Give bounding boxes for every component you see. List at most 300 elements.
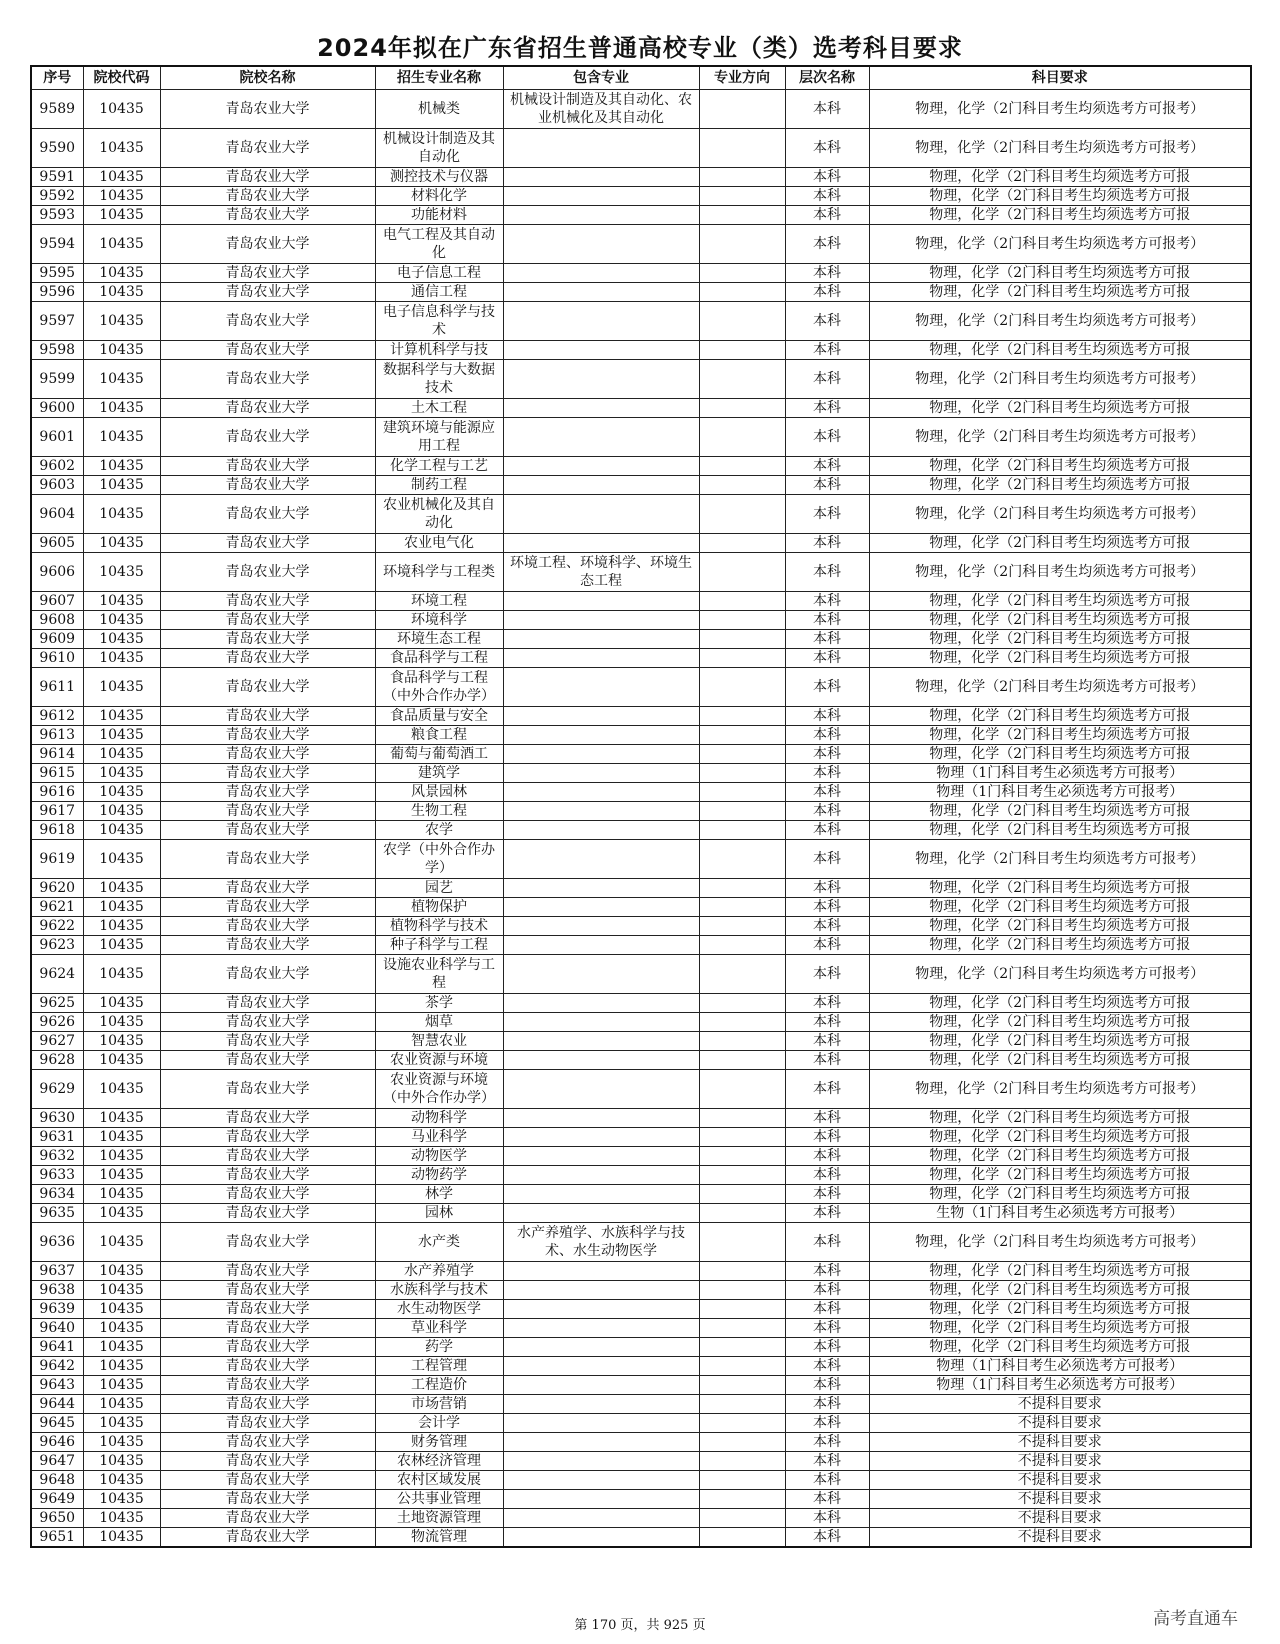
cell-includes	[503, 1013, 699, 1032]
table-row	[31, 1452, 1251, 1471]
cell-no: 9628	[31, 1051, 83, 1070]
cell-includes	[503, 821, 699, 840]
cell-no: 9643	[31, 1376, 83, 1395]
table-row	[31, 1319, 1251, 1338]
cell-direction	[699, 649, 785, 668]
cell-requirement: 不提科目要求	[869, 1414, 1251, 1433]
table-row	[31, 802, 1251, 821]
cell-includes	[503, 1128, 699, 1147]
cell-school: 青岛农业大学	[160, 457, 375, 476]
cell-major: 机械设计制造及其自动化	[375, 129, 503, 168]
cell-school: 青岛农业大学	[160, 745, 375, 764]
cell-includes	[503, 592, 699, 611]
cell-code: 10435	[83, 764, 160, 783]
cell-direction	[699, 187, 785, 206]
cell-major: 会计学	[375, 1414, 503, 1433]
cell-code: 10435	[83, 879, 160, 898]
cell-requirement: 不提科目要求	[869, 1528, 1251, 1548]
cell-level: 本科	[785, 1433, 869, 1452]
cell-direction	[699, 1128, 785, 1147]
cell-school: 青岛农业大学	[160, 1357, 375, 1376]
cell-major: 计算机科学与技	[375, 341, 503, 360]
table-row	[31, 1147, 1251, 1166]
cell-level: 本科	[785, 1319, 869, 1338]
cell-direction	[699, 341, 785, 360]
cell-school: 青岛农业大学	[160, 955, 375, 994]
cell-level: 本科	[785, 764, 869, 783]
cell-no: 9631	[31, 1128, 83, 1147]
cell-includes	[503, 726, 699, 745]
cell-requirement: 物理，化学（2门科目考生均须选考方可报考）	[869, 302, 1251, 341]
cell-no: 9625	[31, 994, 83, 1013]
cell-no: 9601	[31, 418, 83, 457]
cell-level: 本科	[785, 783, 869, 802]
table-row	[31, 1471, 1251, 1490]
cell-major: 葡萄与葡萄酒工	[375, 745, 503, 764]
cell-no: 9614	[31, 745, 83, 764]
cell-major: 电子信息科学与技术	[375, 302, 503, 341]
cell-requirement: 物理，化学（2门科目考生均须选考方可报考）	[869, 495, 1251, 534]
cell-no: 9632	[31, 1147, 83, 1166]
cell-code: 10435	[83, 1223, 160, 1262]
cell-includes	[503, 707, 699, 726]
cell-includes	[503, 745, 699, 764]
cell-no: 9650	[31, 1509, 83, 1528]
cell-requirement: 物理，化学（2门科目考生均须选考方可报	[869, 936, 1251, 955]
cell-direction	[699, 898, 785, 917]
cell-school: 青岛农业大学	[160, 534, 375, 553]
col-header-school: 院校名称	[160, 66, 375, 90]
table-row	[31, 764, 1251, 783]
cell-includes	[503, 802, 699, 821]
cell-no: 9647	[31, 1452, 83, 1471]
cell-code: 10435	[83, 840, 160, 879]
table-row	[31, 898, 1251, 917]
cell-no: 9645	[31, 1414, 83, 1433]
cell-code: 10435	[83, 707, 160, 726]
cell-includes	[503, 1528, 699, 1548]
cell-requirement: 物理，化学（2门科目考生均须选考方可报	[869, 399, 1251, 418]
cell-direction	[699, 418, 785, 457]
cell-includes	[503, 283, 699, 302]
cell-no: 9589	[31, 90, 83, 129]
cell-school: 青岛农业大学	[160, 726, 375, 745]
cell-direction	[699, 783, 785, 802]
cell-code: 10435	[83, 225, 160, 264]
cell-no: 9638	[31, 1281, 83, 1300]
table-row	[31, 840, 1251, 879]
cell-major: 食品质量与安全	[375, 707, 503, 726]
cell-no: 9626	[31, 1013, 83, 1032]
cell-direction	[699, 1262, 785, 1281]
cell-direction	[699, 936, 785, 955]
cell-level: 本科	[785, 707, 869, 726]
cell-major: 茶学	[375, 994, 503, 1013]
table-row	[31, 917, 1251, 936]
watermark-logo: 高考直通车	[1153, 1609, 1238, 1629]
cell-school: 青岛农业大学	[160, 668, 375, 707]
cell-school: 青岛农业大学	[160, 840, 375, 879]
cell-includes	[503, 1166, 699, 1185]
cell-code: 10435	[83, 821, 160, 840]
cell-school: 青岛农业大学	[160, 264, 375, 283]
cell-direction	[699, 1166, 785, 1185]
cell-direction	[699, 1032, 785, 1051]
table-row	[31, 418, 1251, 457]
cell-level: 本科	[785, 1109, 869, 1128]
cell-no: 9607	[31, 592, 83, 611]
cell-level: 本科	[785, 802, 869, 821]
col-header-includes: 包含专业	[503, 66, 699, 90]
cell-major: 水产类	[375, 1223, 503, 1262]
col-header-major: 招生专业名称	[375, 66, 503, 90]
cell-no: 9598	[31, 341, 83, 360]
cell-includes	[503, 495, 699, 534]
cell-requirement: 物理，化学（2门科目考生均须选考方可报	[869, 457, 1251, 476]
cell-requirement: 物理，化学（2门科目考生均须选考方可报考）	[869, 840, 1251, 879]
cell-includes	[503, 1395, 699, 1414]
cell-includes	[503, 206, 699, 225]
cell-level: 本科	[785, 955, 869, 994]
cell-no: 9596	[31, 283, 83, 302]
cell-requirement: 不提科目要求	[869, 1509, 1251, 1528]
table-row	[31, 649, 1251, 668]
cell-direction	[699, 1433, 785, 1452]
cell-requirement: 不提科目要求	[869, 1490, 1251, 1509]
cell-code: 10435	[83, 1128, 160, 1147]
cell-direction	[699, 840, 785, 879]
cell-no: 9615	[31, 764, 83, 783]
cell-code: 10435	[83, 90, 160, 129]
cell-direction	[699, 264, 785, 283]
cell-direction	[699, 1376, 785, 1395]
cell-major: 建筑环境与能源应用工程	[375, 418, 503, 457]
cell-no: 9603	[31, 476, 83, 495]
cell-includes	[503, 264, 699, 283]
cell-no: 9646	[31, 1433, 83, 1452]
cell-direction	[699, 1509, 785, 1528]
cell-school: 青岛农业大学	[160, 1300, 375, 1319]
cell-level: 本科	[785, 457, 869, 476]
cell-direction	[699, 1109, 785, 1128]
cell-level: 本科	[785, 668, 869, 707]
table-row	[31, 1414, 1251, 1433]
cell-direction	[699, 994, 785, 1013]
cell-code: 10435	[83, 1262, 160, 1281]
table-row	[31, 994, 1251, 1013]
cell-includes	[503, 1376, 699, 1395]
cell-requirement: 物理，化学（2门科目考生均须选考方可报考）	[869, 1223, 1251, 1262]
cell-level: 本科	[785, 341, 869, 360]
cell-major: 数据科学与大数据技术	[375, 360, 503, 399]
cell-requirement: 物理，化学（2门科目考生均须选考方可报考）	[869, 553, 1251, 592]
cell-major: 土木工程	[375, 399, 503, 418]
table-row	[31, 726, 1251, 745]
cell-code: 10435	[83, 1070, 160, 1109]
cell-major: 电气工程及其自动化	[375, 225, 503, 264]
cell-no: 9641	[31, 1338, 83, 1357]
cell-requirement: 物理，化学（2门科目考生均须选考方可报	[869, 1338, 1251, 1357]
cell-code: 10435	[83, 187, 160, 206]
cell-major: 农业资源与环境（中外合作办学）	[375, 1070, 503, 1109]
col-header-level: 层次名称	[785, 66, 869, 90]
cell-direction	[699, 726, 785, 745]
cell-requirement: 物理，化学（2门科目考生均须选考方可报	[869, 879, 1251, 898]
table-row	[31, 592, 1251, 611]
cell-direction	[699, 495, 785, 534]
cell-direction	[699, 879, 785, 898]
cell-includes	[503, 1471, 699, 1490]
cell-code: 10435	[83, 1032, 160, 1051]
cell-major: 财务管理	[375, 1433, 503, 1452]
cell-no: 9644	[31, 1395, 83, 1414]
cell-code: 10435	[83, 1051, 160, 1070]
cell-major: 园艺	[375, 879, 503, 898]
cell-direction	[699, 1300, 785, 1319]
cell-direction	[699, 534, 785, 553]
table-row	[31, 1223, 1251, 1262]
cell-school: 青岛农业大学	[160, 1032, 375, 1051]
cell-no: 9592	[31, 187, 83, 206]
page-title: 2024年拟在广东省招生普通高校专业（类）选考科目要求	[317, 34, 963, 62]
cell-requirement: 物理，化学（2门科目考生均须选考方可报考）	[869, 1070, 1251, 1109]
table-row	[31, 168, 1251, 187]
cell-includes	[503, 302, 699, 341]
cell-direction	[699, 1338, 785, 1357]
cell-code: 10435	[83, 1338, 160, 1357]
cell-includes: 水产养殖学、水族科学与技术、水生动物医学	[503, 1223, 699, 1262]
cell-code: 10435	[83, 302, 160, 341]
cell-code: 10435	[83, 1204, 160, 1223]
cell-code: 10435	[83, 476, 160, 495]
cell-major: 植物科学与技术	[375, 917, 503, 936]
cell-direction	[699, 1204, 785, 1223]
cell-code: 10435	[83, 611, 160, 630]
table-row	[31, 534, 1251, 553]
cell-major: 智慧农业	[375, 1032, 503, 1051]
cell-requirement: 物理，化学（2门科目考生均须选考方可报	[869, 726, 1251, 745]
cell-level: 本科	[785, 1147, 869, 1166]
col-header-requirement: 科目要求	[869, 66, 1251, 90]
cell-level: 本科	[785, 592, 869, 611]
cell-major: 化学工程与工艺	[375, 457, 503, 476]
cell-code: 10435	[83, 1414, 160, 1433]
cell-code: 10435	[83, 1300, 160, 1319]
cell-school: 青岛农业大学	[160, 360, 375, 399]
cell-no: 9591	[31, 168, 83, 187]
cell-major: 建筑学	[375, 764, 503, 783]
cell-includes	[503, 764, 699, 783]
cell-direction	[699, 225, 785, 264]
cell-school: 青岛农业大学	[160, 649, 375, 668]
cell-includes	[503, 1281, 699, 1300]
cell-major: 环境科学与工程类	[375, 553, 503, 592]
cell-no: 9590	[31, 129, 83, 168]
cell-no: 9642	[31, 1357, 83, 1376]
cell-no: 9597	[31, 302, 83, 341]
table-row	[31, 302, 1251, 341]
cell-code: 10435	[83, 129, 160, 168]
cell-requirement: 物理（1门科目考生必须选考方可报考）	[869, 783, 1251, 802]
cell-includes	[503, 1357, 699, 1376]
cell-major: 市场营销	[375, 1395, 503, 1414]
cell-no: 9634	[31, 1185, 83, 1204]
cell-requirement: 物理，化学（2门科目考生均须选考方可报	[869, 1300, 1251, 1319]
cell-major: 马业科学	[375, 1128, 503, 1147]
cell-school: 青岛农业大学	[160, 1376, 375, 1395]
cell-school: 青岛农业大学	[160, 936, 375, 955]
cell-includes	[503, 1262, 699, 1281]
cell-code: 10435	[83, 1509, 160, 1528]
cell-school: 青岛农业大学	[160, 302, 375, 341]
cell-includes	[503, 1204, 699, 1223]
page-footer: 第 170 页，共 925 页	[574, 1618, 706, 1633]
cell-includes	[503, 898, 699, 917]
cell-includes	[503, 936, 699, 955]
cell-level: 本科	[785, 630, 869, 649]
table-row	[31, 1032, 1251, 1051]
cell-no: 9600	[31, 399, 83, 418]
table-row	[31, 1376, 1251, 1395]
cell-includes	[503, 994, 699, 1013]
table-row	[31, 1528, 1251, 1548]
cell-no: 9609	[31, 630, 83, 649]
cell-major: 水生动物医学	[375, 1300, 503, 1319]
cell-major: 林学	[375, 1185, 503, 1204]
cell-code: 10435	[83, 668, 160, 707]
cell-major: 农村区域发展	[375, 1471, 503, 1490]
cell-code: 10435	[83, 783, 160, 802]
cell-includes	[503, 649, 699, 668]
cell-direction	[699, 476, 785, 495]
table-row	[31, 955, 1251, 994]
cell-code: 10435	[83, 936, 160, 955]
cell-school: 青岛农业大学	[160, 1147, 375, 1166]
cell-school: 青岛农业大学	[160, 206, 375, 225]
cell-school: 青岛农业大学	[160, 783, 375, 802]
cell-code: 10435	[83, 341, 160, 360]
cell-no: 9635	[31, 1204, 83, 1223]
cell-major: 动物药学	[375, 1166, 503, 1185]
cell-no: 9648	[31, 1471, 83, 1490]
cell-requirement: 物理，化学（2门科目考生均须选考方可报	[869, 1262, 1251, 1281]
table-row	[31, 495, 1251, 534]
cell-major: 农林经济管理	[375, 1452, 503, 1471]
cell-direction	[699, 1147, 785, 1166]
cell-requirement: 物理，化学（2门科目考生均须选考方可报	[869, 898, 1251, 917]
cell-requirement: 物理，化学（2门科目考生均须选考方可报考）	[869, 90, 1251, 129]
cell-school: 青岛农业大学	[160, 917, 375, 936]
cell-school: 青岛农业大学	[160, 707, 375, 726]
cell-requirement: 物理，化学（2门科目考生均须选考方可报	[869, 1032, 1251, 1051]
cell-school: 青岛农业大学	[160, 129, 375, 168]
cell-no: 9594	[31, 225, 83, 264]
cell-requirement: 物理，化学（2门科目考生均须选考方可报	[869, 264, 1251, 283]
table-row	[31, 1509, 1251, 1528]
cell-major: 材料化学	[375, 187, 503, 206]
cell-school: 青岛农业大学	[160, 879, 375, 898]
cell-requirement: 不提科目要求	[869, 1452, 1251, 1471]
cell-code: 10435	[83, 1185, 160, 1204]
cell-major: 农业机械化及其自动化	[375, 495, 503, 534]
cell-direction	[699, 802, 785, 821]
cell-level: 本科	[785, 1300, 869, 1319]
cell-major: 药学	[375, 1338, 503, 1357]
cell-includes	[503, 917, 699, 936]
cell-direction	[699, 1223, 785, 1262]
cell-includes	[503, 1185, 699, 1204]
cell-direction	[699, 553, 785, 592]
cell-level: 本科	[785, 476, 869, 495]
table-row	[31, 630, 1251, 649]
cell-includes	[503, 1490, 699, 1509]
cell-requirement: 物理，化学（2门科目考生均须选考方可报	[869, 1013, 1251, 1032]
table-row	[31, 1185, 1251, 1204]
cell-school: 青岛农业大学	[160, 802, 375, 821]
cell-school: 青岛农业大学	[160, 1166, 375, 1185]
cell-level: 本科	[785, 90, 869, 129]
table-row	[31, 1338, 1251, 1357]
cell-includes	[503, 783, 699, 802]
cell-includes	[503, 1509, 699, 1528]
cell-requirement: 物理，化学（2门科目考生均须选考方可报	[869, 534, 1251, 553]
cell-requirement: 物理，化学（2门科目考生均须选考方可报考）	[869, 360, 1251, 399]
cell-level: 本科	[785, 1395, 869, 1414]
cell-code: 10435	[83, 1357, 160, 1376]
cell-major: 农业资源与环境	[375, 1051, 503, 1070]
cell-direction	[699, 1414, 785, 1433]
cell-level: 本科	[785, 1471, 869, 1490]
cell-requirement: 物理，化学（2门科目考生均须选考方可报	[869, 1281, 1251, 1300]
cell-requirement: 物理，化学（2门科目考生均须选考方可报	[869, 1051, 1251, 1070]
cell-school: 青岛农业大学	[160, 1338, 375, 1357]
table-row	[31, 1281, 1251, 1300]
cell-code: 10435	[83, 994, 160, 1013]
cell-direction	[699, 399, 785, 418]
cell-school: 青岛农业大学	[160, 1185, 375, 1204]
cell-requirement: 物理，化学（2门科目考生均须选考方可报	[869, 994, 1251, 1013]
cell-major: 农学（中外合作办学）	[375, 840, 503, 879]
table-row	[31, 821, 1251, 840]
cell-no: 9633	[31, 1166, 83, 1185]
cell-level: 本科	[785, 1185, 869, 1204]
table-row	[31, 399, 1251, 418]
cell-major: 机械类	[375, 90, 503, 129]
table-row	[31, 1300, 1251, 1319]
cell-requirement: 物理，化学（2门科目考生均须选考方可报	[869, 707, 1251, 726]
cell-code: 10435	[83, 399, 160, 418]
table-row	[31, 283, 1251, 302]
cell-no: 9617	[31, 802, 83, 821]
cell-school: 青岛农业大学	[160, 476, 375, 495]
cell-major: 生物工程	[375, 802, 503, 821]
cell-no: 9593	[31, 206, 83, 225]
col-header-no: 序号	[31, 66, 83, 90]
cell-includes	[503, 668, 699, 707]
cell-no: 9627	[31, 1032, 83, 1051]
cell-includes: 环境工程、环境科学、环境生态工程	[503, 553, 699, 592]
cell-requirement: 物理，化学（2门科目考生均须选考方可报	[869, 745, 1251, 764]
cell-direction	[699, 1070, 785, 1109]
cell-includes	[503, 399, 699, 418]
cell-level: 本科	[785, 129, 869, 168]
cell-no: 9599	[31, 360, 83, 399]
cell-school: 青岛农业大学	[160, 187, 375, 206]
cell-includes	[503, 1300, 699, 1319]
table-row	[31, 476, 1251, 495]
cell-includes	[503, 168, 699, 187]
cell-direction	[699, 1395, 785, 1414]
